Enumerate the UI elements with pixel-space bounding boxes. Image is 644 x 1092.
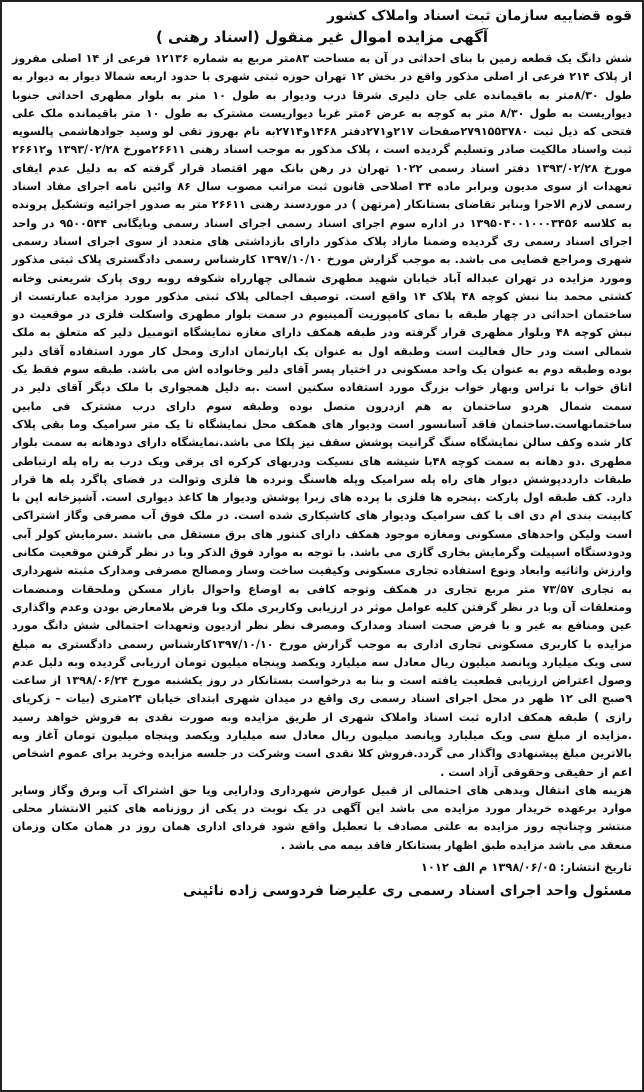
body-paragraph-main: شش دانگ یک قطعه زمین با بنای احداثی در آن به مساحت ۸۳متر مربع به شماره ۱۲۱۳۶ فرعی از ۱۴ اصلی مفروز از پلاک ۲۱۴ فرعی از اصلی مذکور واقع در بخش ۱۲ تهران حوزه ثبتی شهری با حدود اربعه شمالا دیوار به دیوار به طول ۸/۳۰متر به باقیمانده علی جان دلیری شرقا درب ودیوار به طول ۱۰ متر به بلوار مطهری احداثی جنوبا دیواریست به طول ۸/۳۰ متر به کوچه به عرض ۶متر غربا دیواریست مشترک به طول ۱۰ متر باقیمانده ملک علی فتحی که ذیل ثبت ۲۷۹۱۵۵۳۷۸۰صفحات ۲۱۷و۲۷۱دفتر ۱۴۶۸و۲۷۱۴به نام بهروز تقی لو وسید جوادهاشمی پالسویه ثبت واسناد مالکیت صادر وتسلیم گردیده است ، پلاک مذکور به موجب اسناد رهنی ۲۶۶۱۱مورخ ۱۳۹۳/۰۲/۲۸ و۲۶۶۱۲ مورخ ۱۳۹۳/۰۲/۲۸ دفتر اسناد رسمی ۱۰۲۲ تهران در رهن بانک مهر اقتصاد قرار گرفته که به دلیل عدم ایفای تعهدات از سوی مدیون وبرابر ماده ۳۴ اصلاحی قانون ثبت مراتب مصوب سال ۸۶ وائین نامه اجرای مفاد اسناد رسمی لازم الاجرا وبنابر تقاضای بستانکار (مرتهن ) در موردسند رهنی ۲۶۶۱۱ متر به صدور اجرائیه وتشکیل پرونده به کلاسه ۱۳۹۵۰۴۰۰۱۰۰۰۳۴۵۶ در اداره سوم اجرای اسناد رسمی اجرای اسناد رسمی وبایگانی ۹۵۰۰۵۴۴ در واحد اجرای اسناد رسمی ری گردیده وضمنا مازاد پلاک مذکور دارای بازداشتی های متعدد از سوی اجرای اسناد رسمی شهری ومراجع قضایی می باشد. به موجب گزارش مورخ ۱۳۹۷/۱۰/۱۰ کارشناس رسمی دادگستری پلاک ثبتی مذکور ومورد مزایده در تهران عبداله آباد خیابان شهید مطهری شمالی چهارراه شکوفه روبه روی پارک شریعتی وخانه کشتی محمد بنا نبش کوچه ۴۸ پلاک ۱۴ واقع است. توصیف اجمالی پلاک ثبتی مذکور مورد مزایده عبارتست از ساختمان احداثی در چهار طبقه با نمای کامپوزیت آلمینیوم در سمت بلوار مطهری واسکلت فلزی در موقعیت دو نبش کوچه ۴۸ وبلوار مطهری قرار گرفته ودر طبقه همکف دارای مغازه نمایشگاه اتومبیل دلیر که متعلق به ملک شمالی است ودر حال فعالیت است وطبقه اول به عنوان یک اپارتمان اداری ومحل کار مورد استفاده آقای دلیر بوده وطبقه دوم به عنوان یک واحد مسکونی در اختیار پسر آقای دلیر وخانواده اش می باشد. طبقه سوم فقط یک اتاق خواب با تراس وبهار خواب بزرگ مورد استفاده سکنین است .به دلیل همجواری با ملک دیگر آقای دلیر در سمت شمال هردو ساختمان به هم ازدرون متصل بوده وطبقه سوم دارای درب مشترک فی مابین ساختمانهاست.ساختمان فاقد آسانسور است ودیوار های همکف محل نمایشگاه تا یک متر سرامیک وما بقی پلاک کار شده وکف سالن نمایشگاه سنگ گرانیت پوشش سقف نیز پلکا می باشد.نمایشگاه دارای دودهانه به سمت بلوار مطهری .دو دهانه به سمت کوچه ۴۸با شیشه های نسیکت ودربهای کرکره ای برقی ویک درب به راه پله ارتباطی طبقات دارددپوشش دیوار های راه پله سرامیک وپله هاسنگ ونرده ها فلزی وتوالت در فضای پاگرد پله ها قرار دارد. کف طبقه اول پارکت .پنجره ها فلزی با پرده های زبرا پوشش ودیوار ها کاغذ دیواری است. آشپزخانه اپن با کابینت بندی ام دی اف با کف سرامیک ودیوار های کاشیکاری شده است. در ملک فوق آب مصرفی وگاز اشتراکی است ولیکن واحدهای مسکونی ومغازه موجود همکف دارای کنتور های برق مستقل می باشند .سرمایش کولر آبی ودودستگاه اسپیلت وگرمایش بخاری گازی می باشد. با توجه به موارد فوق الذکر وبا در نظر گرفتن موقعیت مکانی وارزش واثاثیه وابعاد ونوع استفاده تجاری مسکونی وکیفیت ساخت وساز ومصالح مصرفی ومدارک مثبته شهرداری به تجاری ۷۳/۵۷ متر مربع تجاری در همکف وتوجه کافی به اوضاع واحوال بازار مسکن وملحقات ومنضمات ومتعلقات آن وبا در نظر گرفتن کلیه عوامل موثر در ارزیابی وکاربری ملک وبا فرض بلامعارض بودن وعدم واگذاری عین ومنافع به غیر و با فرض صحت اسناد ومدارک ومصرف نظر نظر ازدیون وتعهدات احتمالی شش دانگ مورد مزایده با کاربری مسکونی تجاری اداری به موجب گزارش مورخ ۱۳۹۷/۱۰/۱۰کارشناس رسمی دادگستری به مبلغ سی ویک میلیارد وپانصد میلیون ریال معادل سه میلیارد ویکصد وپنجاه میلیون تومان ارزیابی گردیده وبه دلیل عدم وصول اعتراض ارزیابی قطعیت یافته است و بنا به درخواست بستانکار در روز یکشنبه مورخ ۱۳۹۸/۰۶/۲۴ از ساعت ۹صبح الی ۱۲ ظهر در محل اجرای اسناد رسمی ری واقع در میدان شهری ابتدای خیابان ۲۴متری (بیات – زکریای رازی ) طبقه همکف اداره ثبت اسناد واملاک شهری از طریق مزایده وبه صورت نقدی به فروش خواهد رسید .مزایده از مبلغ سی ویک میلیارد وپانصد میلیون ریال معادل سه میلیارد ویکصد وپنجاه میلیون تومان آغاز وبه بالاترین مبلغ پیشنهادی واگذار می گردد.فروش کلا نقدی است وشرکت در جلسه مزایده وخرید برای عموم اشخاص اعم از حقیقی وحقوقی آزاد است .	[12, 52, 633, 779]
notice-title: آگهی مزایده اموال غیر منقول (اسناد رهنی )	[155, 28, 489, 46]
signature-line: مسئول واحد اجرای اسناد رسمی ری علیرضا فردوسی زاده نائینی	[182, 883, 632, 900]
publication-date: تاریخ انتشار: ۱۳۹۸/۰۶/۰۵ م الف ۱۰۱۲	[420, 860, 632, 875]
notice-body	[12, 50, 632, 855]
organization-header: قوه قضاییه سازمان ثبت اسناد واملاک کشور	[327, 8, 632, 24]
body-paragraph-costs: هزینه های انتقال وبدهی های احتمالی از قبیل عوارض شهرداری ودارایی ویا حق اشتراک آب وبرق وگاز وسایر موارد برعهده خریدار مورد مزایده می باشد این آگهی در یک نوبت در یکی از روزنامه های کثیر الانتشار محلی منتشر وچنانچه روز مزایده به علتی مصادف با تعطیل واقع شود فردای اداری همان روز در همان مکان وزمان منعقد می باشد مزایده طبق اظهار بستانکار فاقد بیمه می باشد .	[12, 783, 632, 852]
